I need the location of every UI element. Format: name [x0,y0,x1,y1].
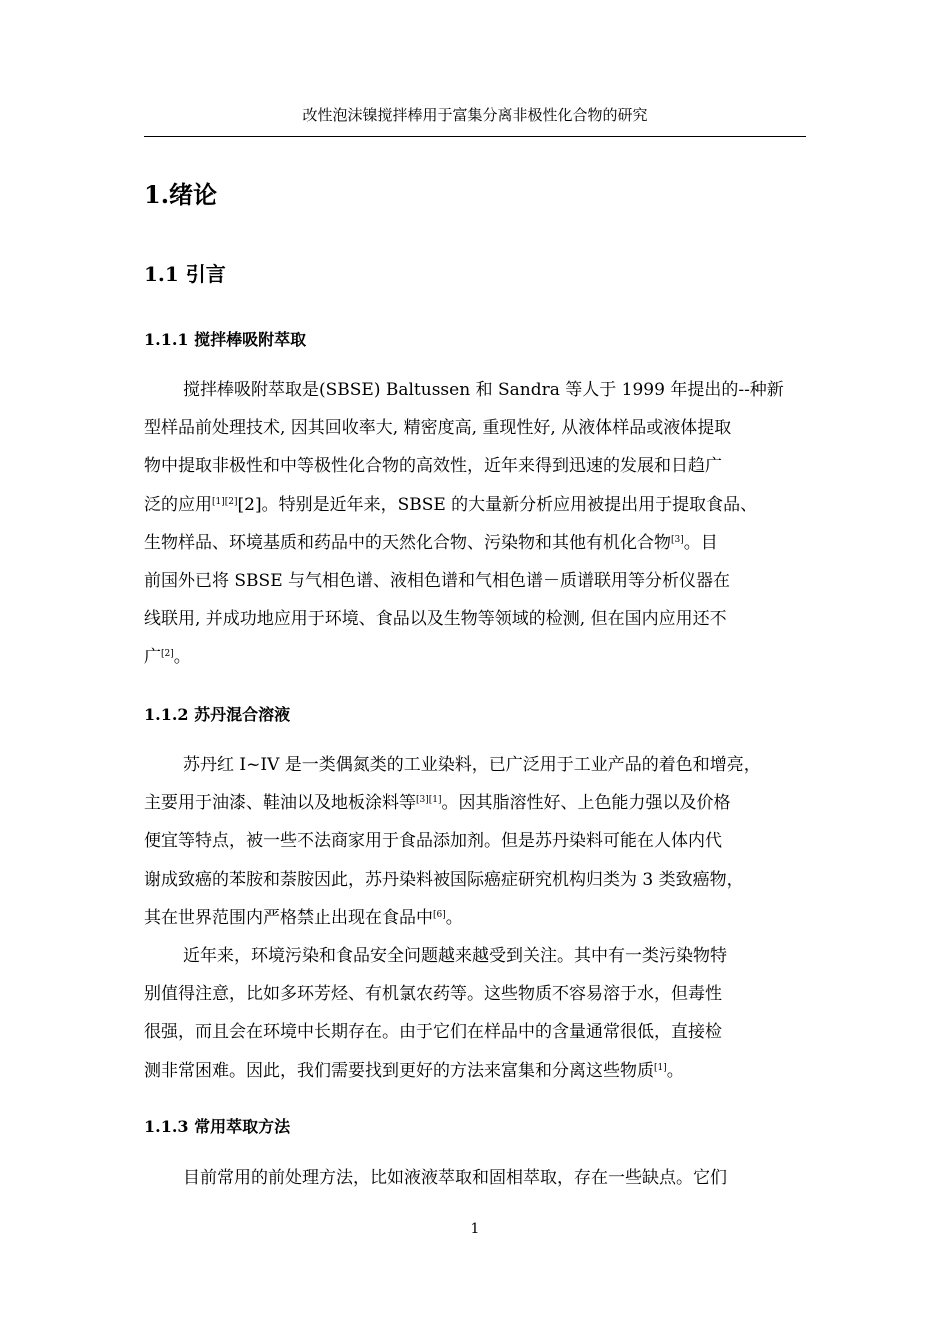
subsection-title-1-1-2: 1.1.2 苏丹混合溶液 [144,705,291,724]
text-line [144,899,806,937]
text-line: 近年来，环境污染和食品安全问题越来越受到关注。其中有一类污染物特 [183,945,727,966]
text-span: 生物样品、环境基质和药品中的天然化合物、污染物和其他有机化合物 [144,532,671,553]
running-header: 改性泡沫镍搅拌棒用于富集分离非极性化合物的研究 [302,106,648,124]
citation: [1][2] [212,496,238,507]
text-span: 广 [144,647,161,668]
text-span: 。 [445,907,463,928]
citation: [6] [433,909,446,920]
text-line [144,638,806,676]
text-span: 。因其脂溶性好、上色能力强以及价格 [441,793,731,814]
text-line [144,486,806,524]
text-line: 谢成致癌的苯胺和萘胺因此，苏丹染料被国际癌症研究机构归类为 3 类致癌物， [144,869,744,890]
text-line: 别值得注意，比如多环芳烃、有机氯农药等。这些物质不容易溶于水，但毒性 [144,984,722,1005]
section-title: 1.1 引言 [144,262,226,286]
subsection-title-1-1-3: 1.1.3 常用萃取方法 [144,1117,291,1136]
text-line: 很强，而且会在环境中长期存在。由于它们在样品中的含量通常很低，直接检 [144,1022,722,1043]
text-span: 测非常困难。因此，我们需要找到更好的方法来富集和分离这些物质 [144,1060,654,1081]
text-span: 。目 [683,532,718,553]
text-line [144,784,806,822]
paragraph-sudan [144,746,806,1090]
text-line: 便宜等特点，被一些不法商家用于食品添加剂。但是苏丹染料可能在人体内代 [144,831,722,852]
text-line [144,1052,806,1090]
text-line: 线联用, 并成功地应用于环境、食品以及生物等领域的检测, 但在国内应用还不 [144,609,727,630]
header-rule [144,136,806,137]
citation: [3][1] [416,795,442,806]
text-span: [2]。特别是近年来，SBSE 的大量新分析应用被提出用于提取食品、 [237,494,758,515]
text-line [144,524,806,562]
text-span: 泛的应用 [144,494,212,515]
text-line: 搅拌棒吸附萃取是(SBSE) Baltussen 和 Sandra 等人于 1999 年提出的--种新 [183,380,784,400]
paragraph-methods [144,1159,806,1197]
text-span: 。 [666,1060,684,1081]
text-line: 前国外已将 SBSE 与气相色谱、液相色谱和气相色谱－质谱联用等分析仪器在 [144,570,731,591]
citation: [1] [654,1062,667,1073]
citation: [3] [671,534,684,545]
text-span: 主要用于油漆、鞋油以及地板涂料等 [144,793,416,814]
page-number: 1 [470,1221,480,1237]
text-line: 物中提取非极性和中等极性化合物的高效性，近年来得到迅速的发展和日趋广 [144,456,722,477]
text-line: 目前常用的前处理方法，比如液液萃取和固相萃取，存在一些缺点。它们 [183,1168,727,1188]
text-span: 其在世界范围内严格禁止出现在食品中 [144,907,433,928]
citation: [2] [161,649,174,660]
text-span: 。 [173,647,191,668]
subsection-title-1-1-1: 1.1.1 搅拌棒吸附萃取 [144,330,307,349]
paragraph-sbse [144,371,806,677]
chapter-title: 1.绪论 [144,180,218,209]
text-line: 型样品前处理技术, 因其回收率大, 精密度高, 重现性好, 从液体样品或液体提取 [144,418,732,439]
text-line: 苏丹红 I~IV 是一类偶氮类的工业染料，已广泛用于工业产品的着色和增亮， [183,755,761,775]
